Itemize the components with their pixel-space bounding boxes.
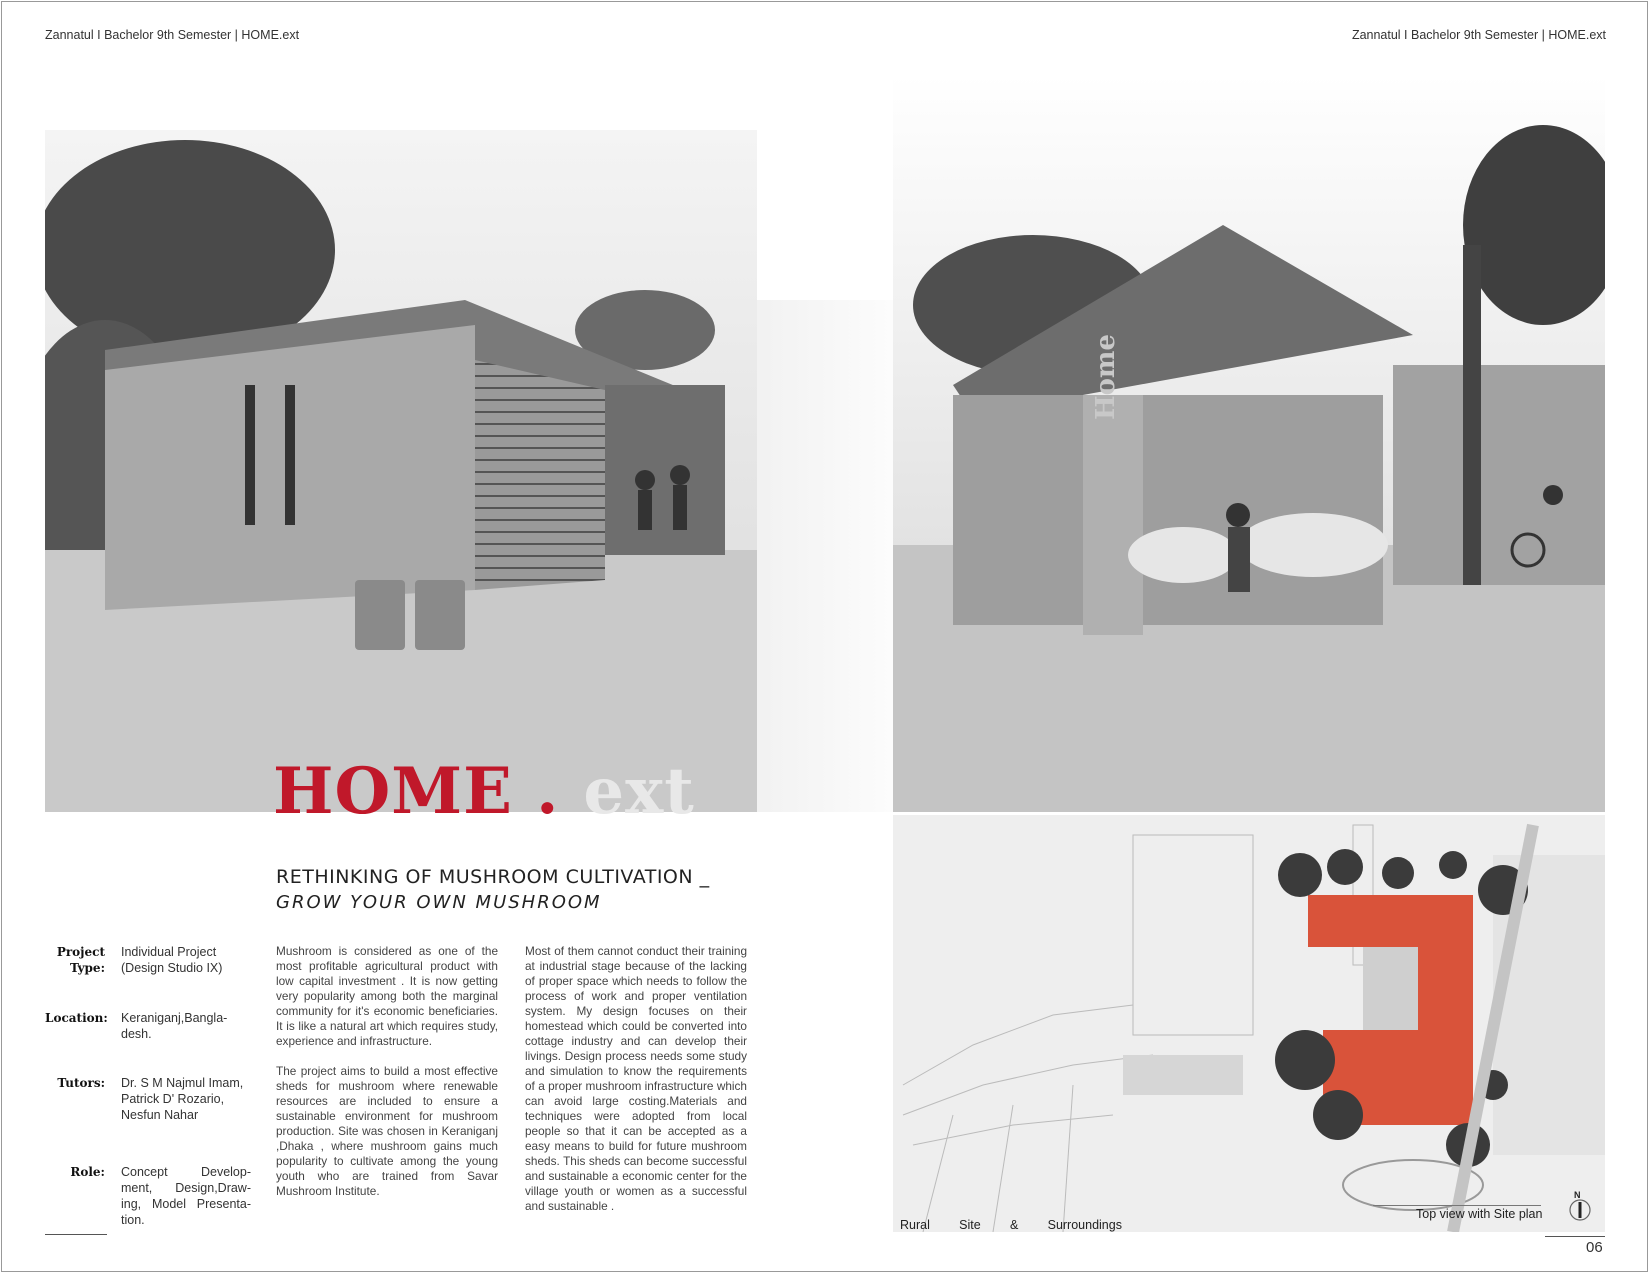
header-right: Zannatul I Bachelor 9th Semester | HOME.ext	[1351, 28, 1606, 42]
project-type-value: Individual Project (Design Studio IX)	[121, 945, 223, 975]
body-paragraph: The project aims to build a most effective sheds for mushroom where renewable resources are included to ensure a sustainable environment for mushroom production. Site was chosen in Keraniganj ,Dhaka , where mushroom gains much popularity to cultivate among the young youth who are trained from Savar Mushroom Institute.	[276, 1064, 498, 1198]
project-type-label: Project Type:	[56, 945, 105, 975]
meta-divider	[45, 1234, 107, 1235]
render-left-image	[45, 130, 757, 812]
body-paragraph: Most of them cannot conduct their training at industrial stage because of the lacking of proper space which needs to follow the process of work and proper ventilation system. My design focuses on their homestead which could be converted into cottage industry and can develop their livings. Design process needs some study and simulation to know the requirements of a proper mushroom infrastructure which can avoid large costing.Materials and techniques were adopted from local people so that it can be accepted as a easy means to build for future mushroom sheds. This sheds can become successful and sustainable a economic center for the village youth or women as a successful and sustainable .	[525, 944, 747, 1213]
caption-word: &	[1009, 1218, 1019, 1232]
location-value: Keraniganj,Bangla-desh.	[121, 1011, 228, 1041]
body-column-1	[276, 944, 498, 1214]
body-column-2	[525, 944, 747, 1229]
render-seam	[757, 300, 893, 812]
project-title: RETHINKING OF MUSHROOM CULTIVATION _	[276, 866, 710, 888]
caption-word: Surroundings	[1047, 1218, 1122, 1232]
location-label: Location:	[45, 1011, 108, 1025]
wall-signage: Home	[1091, 334, 1121, 420]
north-label: N	[1574, 1190, 1581, 1200]
header-left: Zannatul I Bachelor 9th Semester | HOME.ext	[45, 28, 300, 42]
render-right-image	[893, 75, 1605, 812]
site-plan-image	[893, 815, 1605, 1232]
page-number: 06	[1586, 1239, 1603, 1256]
page-number-divider	[1545, 1236, 1605, 1237]
project-logo	[273, 754, 695, 829]
project-tagline: GROW YOUR OWN MUSHROOM	[276, 892, 602, 913]
role-value: Concept Develop-ment, Design,Draw-ing, Model Presenta-tion.	[121, 1165, 251, 1227]
role-label: Role:	[70, 1165, 105, 1179]
caption-word: Site	[959, 1218, 981, 1232]
tutors-label: Tutors:	[57, 1076, 105, 1090]
logo-main: HOME .	[273, 754, 560, 829]
caption-top-view: Top view with Site plan	[1416, 1207, 1543, 1221]
caption-rural-site	[900, 1218, 1122, 1232]
body-paragraph: Mushroom is considered as one of the most profitable agricultural product with low capital investment . It is now getting very popularity among both the marginal community for it's economic beneficiaries. It is like a natural art which requires study, experience and infrastructure.	[276, 944, 498, 1048]
tutors-value: Dr. S M Najmul Imam, Patrick D' Rozario, Nesfun Nahar	[121, 1076, 244, 1122]
caption-word: Rural	[900, 1218, 930, 1232]
caption-divider	[1373, 1205, 1541, 1206]
logo-suffix: ext	[583, 754, 695, 829]
north-arrow-icon	[1568, 1190, 1592, 1220]
